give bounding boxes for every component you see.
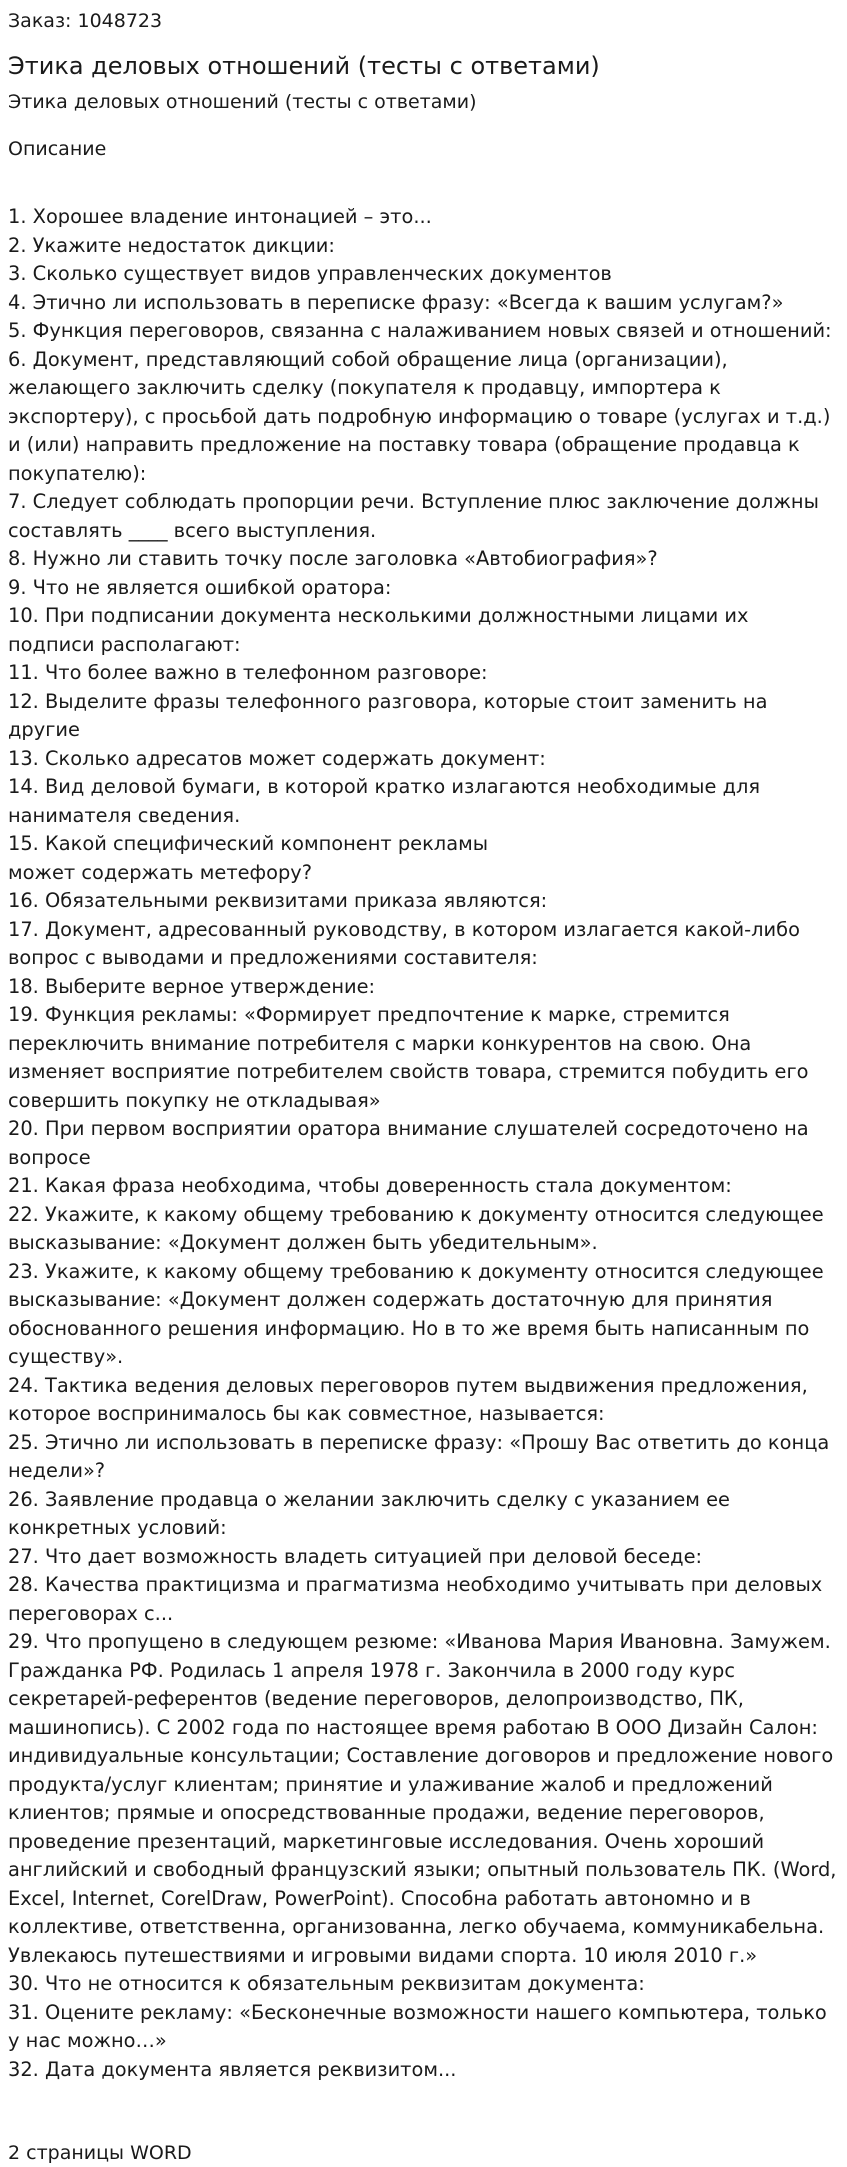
question-item: 18. Выберите верное утверждение: [8, 974, 376, 998]
question-item: 24. Тактика ведения деловых переговоров путем выдвижения предложения, которое воспринималось бы как совместное, называется: [8, 1373, 808, 1425]
question-item: 13. Сколько адресатов может содержать документ: [8, 746, 546, 770]
question-item: 17. Документ, адресованный руководству, в котором излагается какой-либо вопрос с выводами и предложениями составителя: [8, 917, 800, 969]
question-item: 1. Хорошее владение интонацией – это... [8, 205, 432, 228]
order-number: Заказ: 1048723 [8, 10, 163, 32]
question-item: 20. При первом восприятии оратора внимание слушателей сосредоточено на вопросе [8, 1117, 809, 1169]
question-item: 5. Функция переговоров, связанна с налаживанием новых связей и отношений: [8, 319, 832, 342]
question-item: 8. Нужно ли ставить точку после заголовка «Автобиография»? [8, 547, 658, 570]
page-title: Этика деловых отношений (тесты с ответами) [8, 52, 600, 80]
question-item: 27. Что дает возможность владеть ситуацией при деловой беседе: [8, 1544, 703, 1568]
page-subtitle: Этика деловых отношений (тесты с ответами) [8, 91, 477, 113]
question-item: 15. Какой специфический компонент рекламы может содержать метефору? [8, 832, 489, 884]
question-item: 21. Какая фраза необходима, чтобы доверенность стала документом: [8, 1174, 732, 1197]
question-item: 9. Что не является ошибкой оратора: [8, 575, 392, 599]
question-item: 10. При подписании документа несколькими должностными лицами их подписи располагают: [8, 604, 749, 656]
question-item: 32. Дата документа является реквизитом... [8, 2057, 457, 2081]
question-item: 7. Следует соблюдать пропорции речи. Вступление плюс заключение должны составлять ____ всего выступления. [8, 490, 819, 542]
question-item: 4. Этично ли использовать в переписке фразу: «Всегда к вашим услугам?» [8, 290, 784, 314]
question-item: 3. Сколько существует видов управленческих документов [8, 262, 612, 285]
questions-list [8, 203, 839, 2084]
question-item: 28. Качества практицизма и прагматизма необходимо учитывать при деловых переговорах с... [8, 1573, 823, 1625]
question-item: 19. Функция рекламы: «Формирует предпочтение к марке, стремится переключить внимание потребителя с марки конкурентов на свою. Она изменяет восприятие потребителем свойств товара, стремится побудить его совершить покупку не откладывая» [8, 1003, 809, 1112]
question-item: 31. Оцените рекламу: «Бесконечные возможности нашего компьютера, только у нас можно…» [8, 2000, 827, 2052]
question-item: 2. Укажите недостаток дикции: [8, 233, 335, 257]
question-item: 14. Вид деловой бумаги, в которой кратко излагаются необходимые для нанимателя сведения. [8, 775, 761, 827]
question-item: 26. Заявление продавца о желании заключить сделку с указанием ее конкретных условий: [8, 1487, 730, 1539]
question-item: 22. Укажите, к какому общему требованию к документу относится следующее высказывание: «Документ должен быть убедительным». [8, 1202, 824, 1254]
question-item: 16. Обязательными реквизитами приказа являются: [8, 889, 548, 912]
question-item: 29. Что пропущено в следующем резюме: «Иванова Мария Ивановна. Замужем. Гражданка РФ. Родилась 1 апреля 1978 г. Закончила в 2000 году курс секретарей-референтов (ведение переговоров, делопроизводство, ПК, машинопись). С 2002 года по настоящее время работаю В ООО Дизайн Салон: индивидуальные консультации; Составление договоров и предложение нового продукта/услуг клиентам; принятие и улаживание жалоб и предложений клиентов; прямые и опосредствованные продажи, ведение переговоров, проведение презентаций, маркетинговые исследования. Очень хороший английский и свободный французский языки; опытный пользователь ПК. (Word, Excel, Internet, CorelDraw, PowerPoint). Способна работать автономно и в коллективе, ответственна, организованна, легко обучаема, коммуникабельна. Увлекаюсь путешествиями и игровыми видами спорта. 10 июля 2010 г.» [8, 1630, 837, 1967]
question-item: 11. Что более важно в телефонном разговоре: [8, 661, 488, 684]
description-label: Описание [8, 138, 107, 160]
question-item: 6. Документ, представляющий собой обращение лица (организации), желающего заключить сделку (покупателя к продавцу, импортера к экспортеру), с просьбой дать подробную информацию о товаре (услугах и т.д.) и (или) направить предложение на поставку товара (обращение продавца к покупателю): [8, 347, 831, 485]
question-item: 30. Что не относится к обязательным реквизитам документа: [8, 1972, 645, 1995]
page-count: 2 страницы WORD [8, 2142, 192, 2164]
question-item: 25. Этично ли использовать в переписке фразу: «Прошу Вас ответить до конца недели»? [8, 1430, 830, 1482]
question-item: 23. Укажите, к какому общему требованию к документу относится следующее высказывание: «Документ должен содержать достаточную для принятия обоснованного решения информацию. Но в то же время быть написанным по существу». [8, 1259, 824, 1368]
question-item: 12. Выделите фразы телефонного разговора, которые стоит заменить на другие [8, 689, 768, 741]
